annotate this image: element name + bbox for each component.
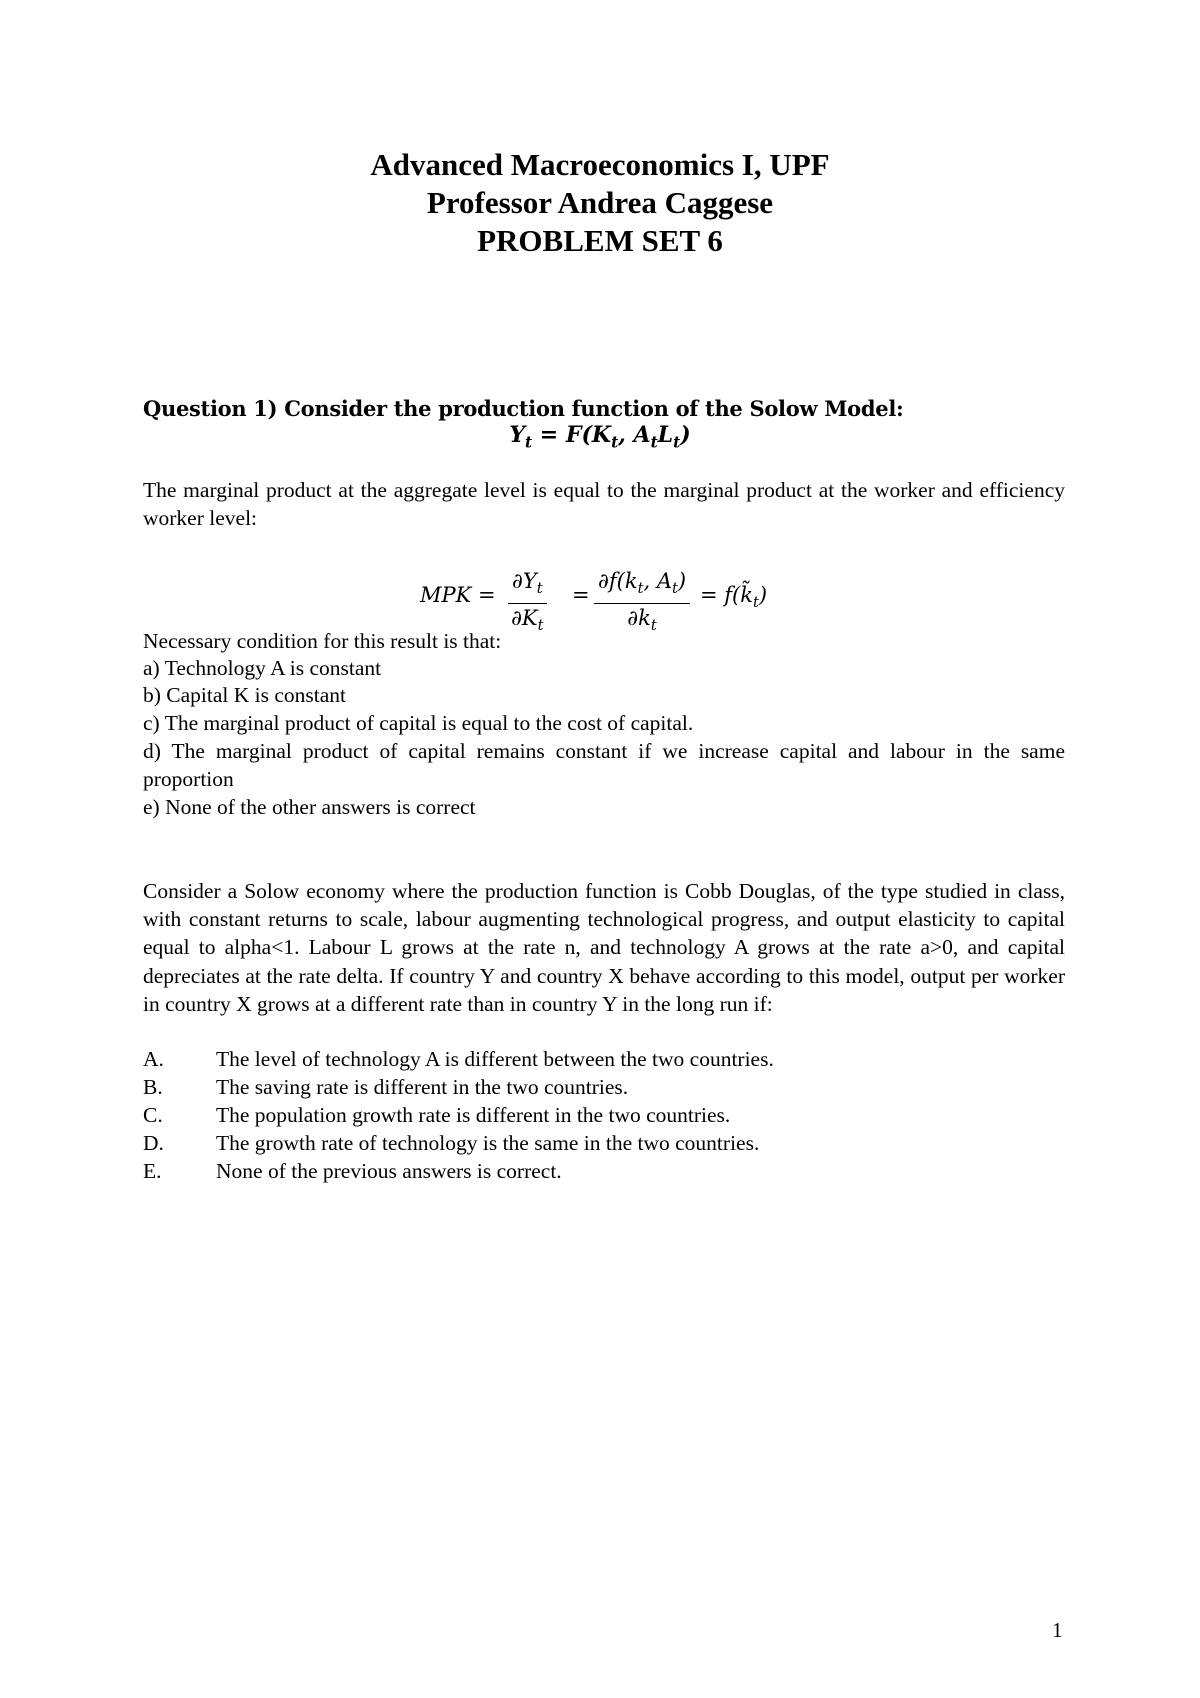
option-label: A.	[143, 1047, 164, 1071]
question-1-intro: The marginal product at the aggregate level is equal to the marginal product at the worker and efficiency worker level:	[143, 478, 1065, 531]
option-text: The growth rate of technology is the same in the two countries.	[216, 1131, 760, 1155]
option-e: e) None of the other answers is correct	[143, 795, 476, 819]
equation-rhs: F(K	[565, 422, 612, 448]
question-1-heading: Question 1) Consider the production function of the Solow Model:	[143, 396, 904, 421]
question-2-text: Consider a Solow economy where the production function is Cobb Douglas, of the type studied in class, with constant returns to scale, labour augmenting technological progress, and output elasticity to capital equal to alpha<1. Labour L grows at the rate n, and technology A grows at the rate a>0, and capital depreciates at the rate delta. If country Y and country X behave according to this model, output per worker in country X grows at a different rate than in country Y in the long run if:	[143, 879, 1065, 1016]
option-c: c) The marginal product of capital is equal to the cost of capital.	[143, 711, 694, 735]
page-number: 1	[1052, 1618, 1063, 1642]
option-label: E.	[143, 1159, 162, 1183]
option-d: d) The marginal product of capital remains constant if we increase capital and labour in the same proportion	[143, 739, 1065, 792]
course-title: Advanced Macroeconomics I, UPF	[370, 147, 830, 182]
option-text: None of the previous answers is correct.	[216, 1159, 562, 1183]
f-prime-k-tilde: = $f(k̃_t)$	[700, 583, 768, 612]
production-function-equation: $Y_t = F(K_t$, $A_tL_t$)	[509, 422, 691, 452]
professor-name: Professor Andrea Caggese	[426, 185, 774, 220]
option-text: The saving rate is different in the two countries.	[216, 1075, 629, 1099]
option-b: b) Capital K is constant	[143, 683, 347, 707]
mpk-equation	[0, 555, 1200, 635]
mpk-label: MPK =	[420, 583, 496, 607]
option-label: D.	[143, 1131, 164, 1155]
equals-sign: =	[572, 583, 590, 607]
option-a: a) Technology A is constant	[143, 656, 382, 680]
fraction-dY-dK: $\frac{\partial Y_t}{\partial K_t}$	[508, 567, 547, 640]
option-text: The level of technology A is different between the two countries.	[216, 1047, 774, 1071]
option-text: The population growth rate is different in the two countries.	[216, 1103, 731, 1127]
problem-set-title: PROBLEM SET 6	[477, 223, 723, 258]
fraction-df-dk: $\frac{\partial f(k_t, A_t)}{\partial k_t}$	[594, 567, 690, 640]
equation-lhs: Y	[509, 422, 526, 448]
option-label: C.	[143, 1103, 163, 1127]
condition-prompt: Necessary condition for this result is that:	[143, 629, 502, 653]
option-label: B.	[143, 1075, 163, 1099]
